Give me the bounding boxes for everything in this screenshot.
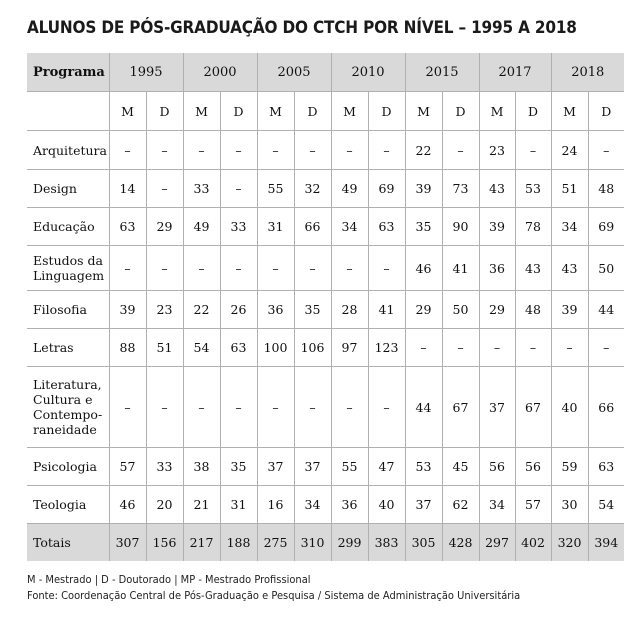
value-cell: 100 <box>257 329 294 367</box>
value-cell: 39 <box>551 291 588 329</box>
value-cell: – <box>294 246 331 291</box>
value-cell: 402 <box>515 524 551 562</box>
value-cell: 57 <box>109 448 146 486</box>
value-cell: 54 <box>598 497 615 512</box>
value-cell: 428 <box>442 524 479 562</box>
value-cell: 73 <box>442 170 479 208</box>
value-cell: – <box>183 246 220 291</box>
value-cell: – <box>331 131 368 170</box>
value-cell: 51 <box>146 329 183 367</box>
value-cell: 63 <box>598 459 615 474</box>
level-header: D <box>601 103 612 119</box>
value-cell: 37 <box>257 448 294 486</box>
value-cell: 40 <box>368 486 405 524</box>
value-cell: 394 <box>588 524 624 562</box>
value-cell: 46 <box>405 246 442 291</box>
value-cell: 53 <box>515 170 551 208</box>
value-cell: 24 <box>551 131 588 170</box>
value-cell: 31 <box>220 486 257 524</box>
value-cell: 43 <box>515 246 551 291</box>
value-cell: 55 <box>331 448 368 486</box>
level-header: D <box>515 92 551 131</box>
level-header: M <box>183 92 220 131</box>
year-header: 2017 <box>479 53 551 92</box>
value-cell: 37 <box>405 486 442 524</box>
value-cell: 34 <box>479 486 515 524</box>
table-row <box>27 131 624 170</box>
value-cell: 50 <box>598 260 615 276</box>
program-name: Letras <box>27 329 109 367</box>
level-header: D <box>368 92 405 131</box>
program-name: Filosofia <box>27 291 109 329</box>
value-cell: – <box>257 131 294 170</box>
value-cell: 23 <box>479 131 515 170</box>
program-name: Estudos da Linguagem <box>27 246 109 291</box>
value-cell: 37 <box>479 367 515 448</box>
value-cell: 38 <box>183 448 220 486</box>
value-cell: – <box>183 131 220 170</box>
level-header: M <box>405 92 442 131</box>
value-cell: 29 <box>405 291 442 329</box>
level-header: D <box>442 92 479 131</box>
value-cell: 63 <box>109 208 146 246</box>
year-header: 2010 <box>331 53 405 92</box>
value-cell: 29 <box>479 291 515 329</box>
value-cell: – <box>109 131 146 170</box>
source-note: Fonte: Coordenação Central de Pós-Graduação e Pesquisa / Sistema de Administração Universitária <box>27 589 521 602</box>
value-cell: 31 <box>257 208 294 246</box>
value-cell: 56 <box>479 448 515 486</box>
year-header: 2015 <box>405 53 479 92</box>
level-header: D <box>294 92 331 131</box>
value-cell: – <box>146 170 183 208</box>
value-cell: 23 <box>146 291 183 329</box>
value-cell: 35 <box>294 291 331 329</box>
value-cell: 34 <box>331 208 368 246</box>
value-cell: – <box>405 329 442 367</box>
value-cell: 63 <box>368 208 405 246</box>
value-cell: 46 <box>109 486 146 524</box>
value-cell: – <box>442 329 479 367</box>
year-header: 2000 <box>183 53 257 92</box>
value-cell: 69 <box>368 170 405 208</box>
value-cell: 14 <box>109 170 146 208</box>
year-header: 2005 <box>257 53 331 92</box>
value-cell: 320 <box>551 524 588 562</box>
value-cell: 28 <box>331 291 368 329</box>
totals-row <box>27 524 624 562</box>
level-header: M <box>479 92 515 131</box>
table-row <box>27 367 624 448</box>
value-cell: – <box>294 367 331 448</box>
value-cell: 88 <box>109 329 146 367</box>
value-cell: 66 <box>294 208 331 246</box>
value-cell: 39 <box>109 291 146 329</box>
value-cell: 26 <box>220 291 257 329</box>
program-name: Totais <box>27 524 109 562</box>
value-cell: 106 <box>294 329 331 367</box>
table-row <box>27 246 624 291</box>
value-cell: – <box>257 367 294 448</box>
year-header: 2018 <box>551 53 624 92</box>
value-cell: 41 <box>442 246 479 291</box>
value-cell: – <box>109 246 146 291</box>
legend-note: M - Mestrado | D - Doutorado | MP - Mestrado Profissional <box>27 573 311 586</box>
value-cell: 66 <box>598 399 615 415</box>
year-header-row <box>27 53 624 92</box>
value-cell: 59 <box>551 448 588 486</box>
value-cell: 57 <box>515 486 551 524</box>
value-cell: 36 <box>257 291 294 329</box>
value-cell: 35 <box>405 208 442 246</box>
value-cell: – <box>442 131 479 170</box>
value-cell: 53 <box>405 448 442 486</box>
value-cell: 22 <box>183 291 220 329</box>
value-cell: – <box>368 367 405 448</box>
value-cell: 36 <box>331 486 368 524</box>
level-header: M <box>257 92 294 131</box>
value-cell: 67 <box>515 367 551 448</box>
program-name: Literatura, Cultura e Contempo-raneidade <box>27 367 109 448</box>
value-cell: 305 <box>405 524 442 562</box>
value-cell: 383 <box>368 524 405 562</box>
value-cell: – <box>603 142 610 158</box>
program-name: Arquitetura <box>27 131 109 170</box>
value-cell: 45 <box>442 448 479 486</box>
value-cell: 67 <box>442 367 479 448</box>
value-cell: 33 <box>220 208 257 246</box>
value-cell: 47 <box>368 448 405 486</box>
empty-cell <box>27 92 109 131</box>
value-cell: 299 <box>331 524 368 562</box>
value-cell: 32 <box>294 170 331 208</box>
level-header: D <box>146 92 183 131</box>
table-row <box>27 448 624 486</box>
value-cell: 49 <box>183 208 220 246</box>
value-cell: – <box>515 329 551 367</box>
value-cell: 34 <box>551 208 588 246</box>
value-cell: – <box>368 131 405 170</box>
value-cell: 307 <box>109 524 146 562</box>
table-row <box>27 170 624 208</box>
value-cell: 56 <box>515 448 551 486</box>
value-cell: – <box>331 367 368 448</box>
value-cell: 43 <box>551 246 588 291</box>
value-cell: – <box>109 367 146 448</box>
value-cell: 51 <box>551 170 588 208</box>
value-cell: 33 <box>146 448 183 486</box>
value-cell: 50 <box>442 291 479 329</box>
value-cell: 37 <box>294 448 331 486</box>
value-cell: – <box>368 246 405 291</box>
value-cell: 90 <box>442 208 479 246</box>
value-cell: 43 <box>479 170 515 208</box>
level-header-row <box>27 92 624 131</box>
table-row <box>27 329 624 367</box>
value-cell: 39 <box>405 170 442 208</box>
value-cell: 310 <box>294 524 331 562</box>
level-header: M <box>331 92 368 131</box>
value-cell: – <box>146 131 183 170</box>
value-cell: 97 <box>331 329 368 367</box>
table-row <box>27 208 624 246</box>
value-cell: – <box>331 246 368 291</box>
value-cell: 21 <box>183 486 220 524</box>
value-cell: – <box>220 170 257 208</box>
level-header: M <box>109 92 146 131</box>
value-cell: 123 <box>368 329 405 367</box>
value-cell: 35 <box>220 448 257 486</box>
value-cell: 78 <box>515 208 551 246</box>
value-cell: – <box>479 329 515 367</box>
value-cell: – <box>220 131 257 170</box>
value-cell: 39 <box>479 208 515 246</box>
value-cell: 22 <box>405 131 442 170</box>
value-cell: 63 <box>220 329 257 367</box>
program-name: Educação <box>27 208 109 246</box>
value-cell: 217 <box>183 524 220 562</box>
value-cell: 69 <box>598 219 615 234</box>
value-cell: 156 <box>146 524 183 562</box>
value-cell: 49 <box>331 170 368 208</box>
value-cell: 48 <box>598 181 615 196</box>
value-cell: – <box>294 131 331 170</box>
value-cell: 44 <box>405 367 442 448</box>
value-cell: – <box>220 246 257 291</box>
value-cell: 29 <box>146 208 183 246</box>
year-header: 1995 <box>109 53 183 92</box>
level-header: M <box>551 92 588 131</box>
value-cell: 20 <box>146 486 183 524</box>
value-cell: – <box>515 131 551 170</box>
table-row <box>27 486 624 524</box>
value-cell: – <box>603 340 610 355</box>
value-cell: 54 <box>183 329 220 367</box>
value-cell: 33 <box>183 170 220 208</box>
value-cell: 34 <box>294 486 331 524</box>
page-title: ALUNOS DE PÓS-GRADUAÇÃO DO CTCH POR NÍVEL – 1995 A 2018 <box>27 18 577 38</box>
value-cell: – <box>146 367 183 448</box>
value-cell: – <box>257 246 294 291</box>
value-cell: 275 <box>257 524 294 562</box>
level-header: D <box>220 92 257 131</box>
value-cell: 36 <box>479 246 515 291</box>
program-name: Design <box>27 170 109 208</box>
value-cell: 40 <box>551 367 588 448</box>
value-cell: 16 <box>257 486 294 524</box>
program-name: Teologia <box>27 486 109 524</box>
value-cell: – <box>183 367 220 448</box>
value-cell: 297 <box>479 524 515 562</box>
value-cell: – <box>551 329 588 367</box>
value-cell: 48 <box>515 291 551 329</box>
value-cell: 55 <box>257 170 294 208</box>
value-cell: 41 <box>368 291 405 329</box>
program-header: Programa <box>27 53 109 92</box>
value-cell: – <box>220 367 257 448</box>
table-row <box>27 291 624 329</box>
value-cell: 30 <box>551 486 588 524</box>
value-cell: 62 <box>442 486 479 524</box>
value-cell: 188 <box>220 524 257 562</box>
value-cell: – <box>146 246 183 291</box>
program-name: Psicologia <box>27 448 109 486</box>
value-cell: 44 <box>598 302 615 317</box>
students-table <box>27 53 624 561</box>
